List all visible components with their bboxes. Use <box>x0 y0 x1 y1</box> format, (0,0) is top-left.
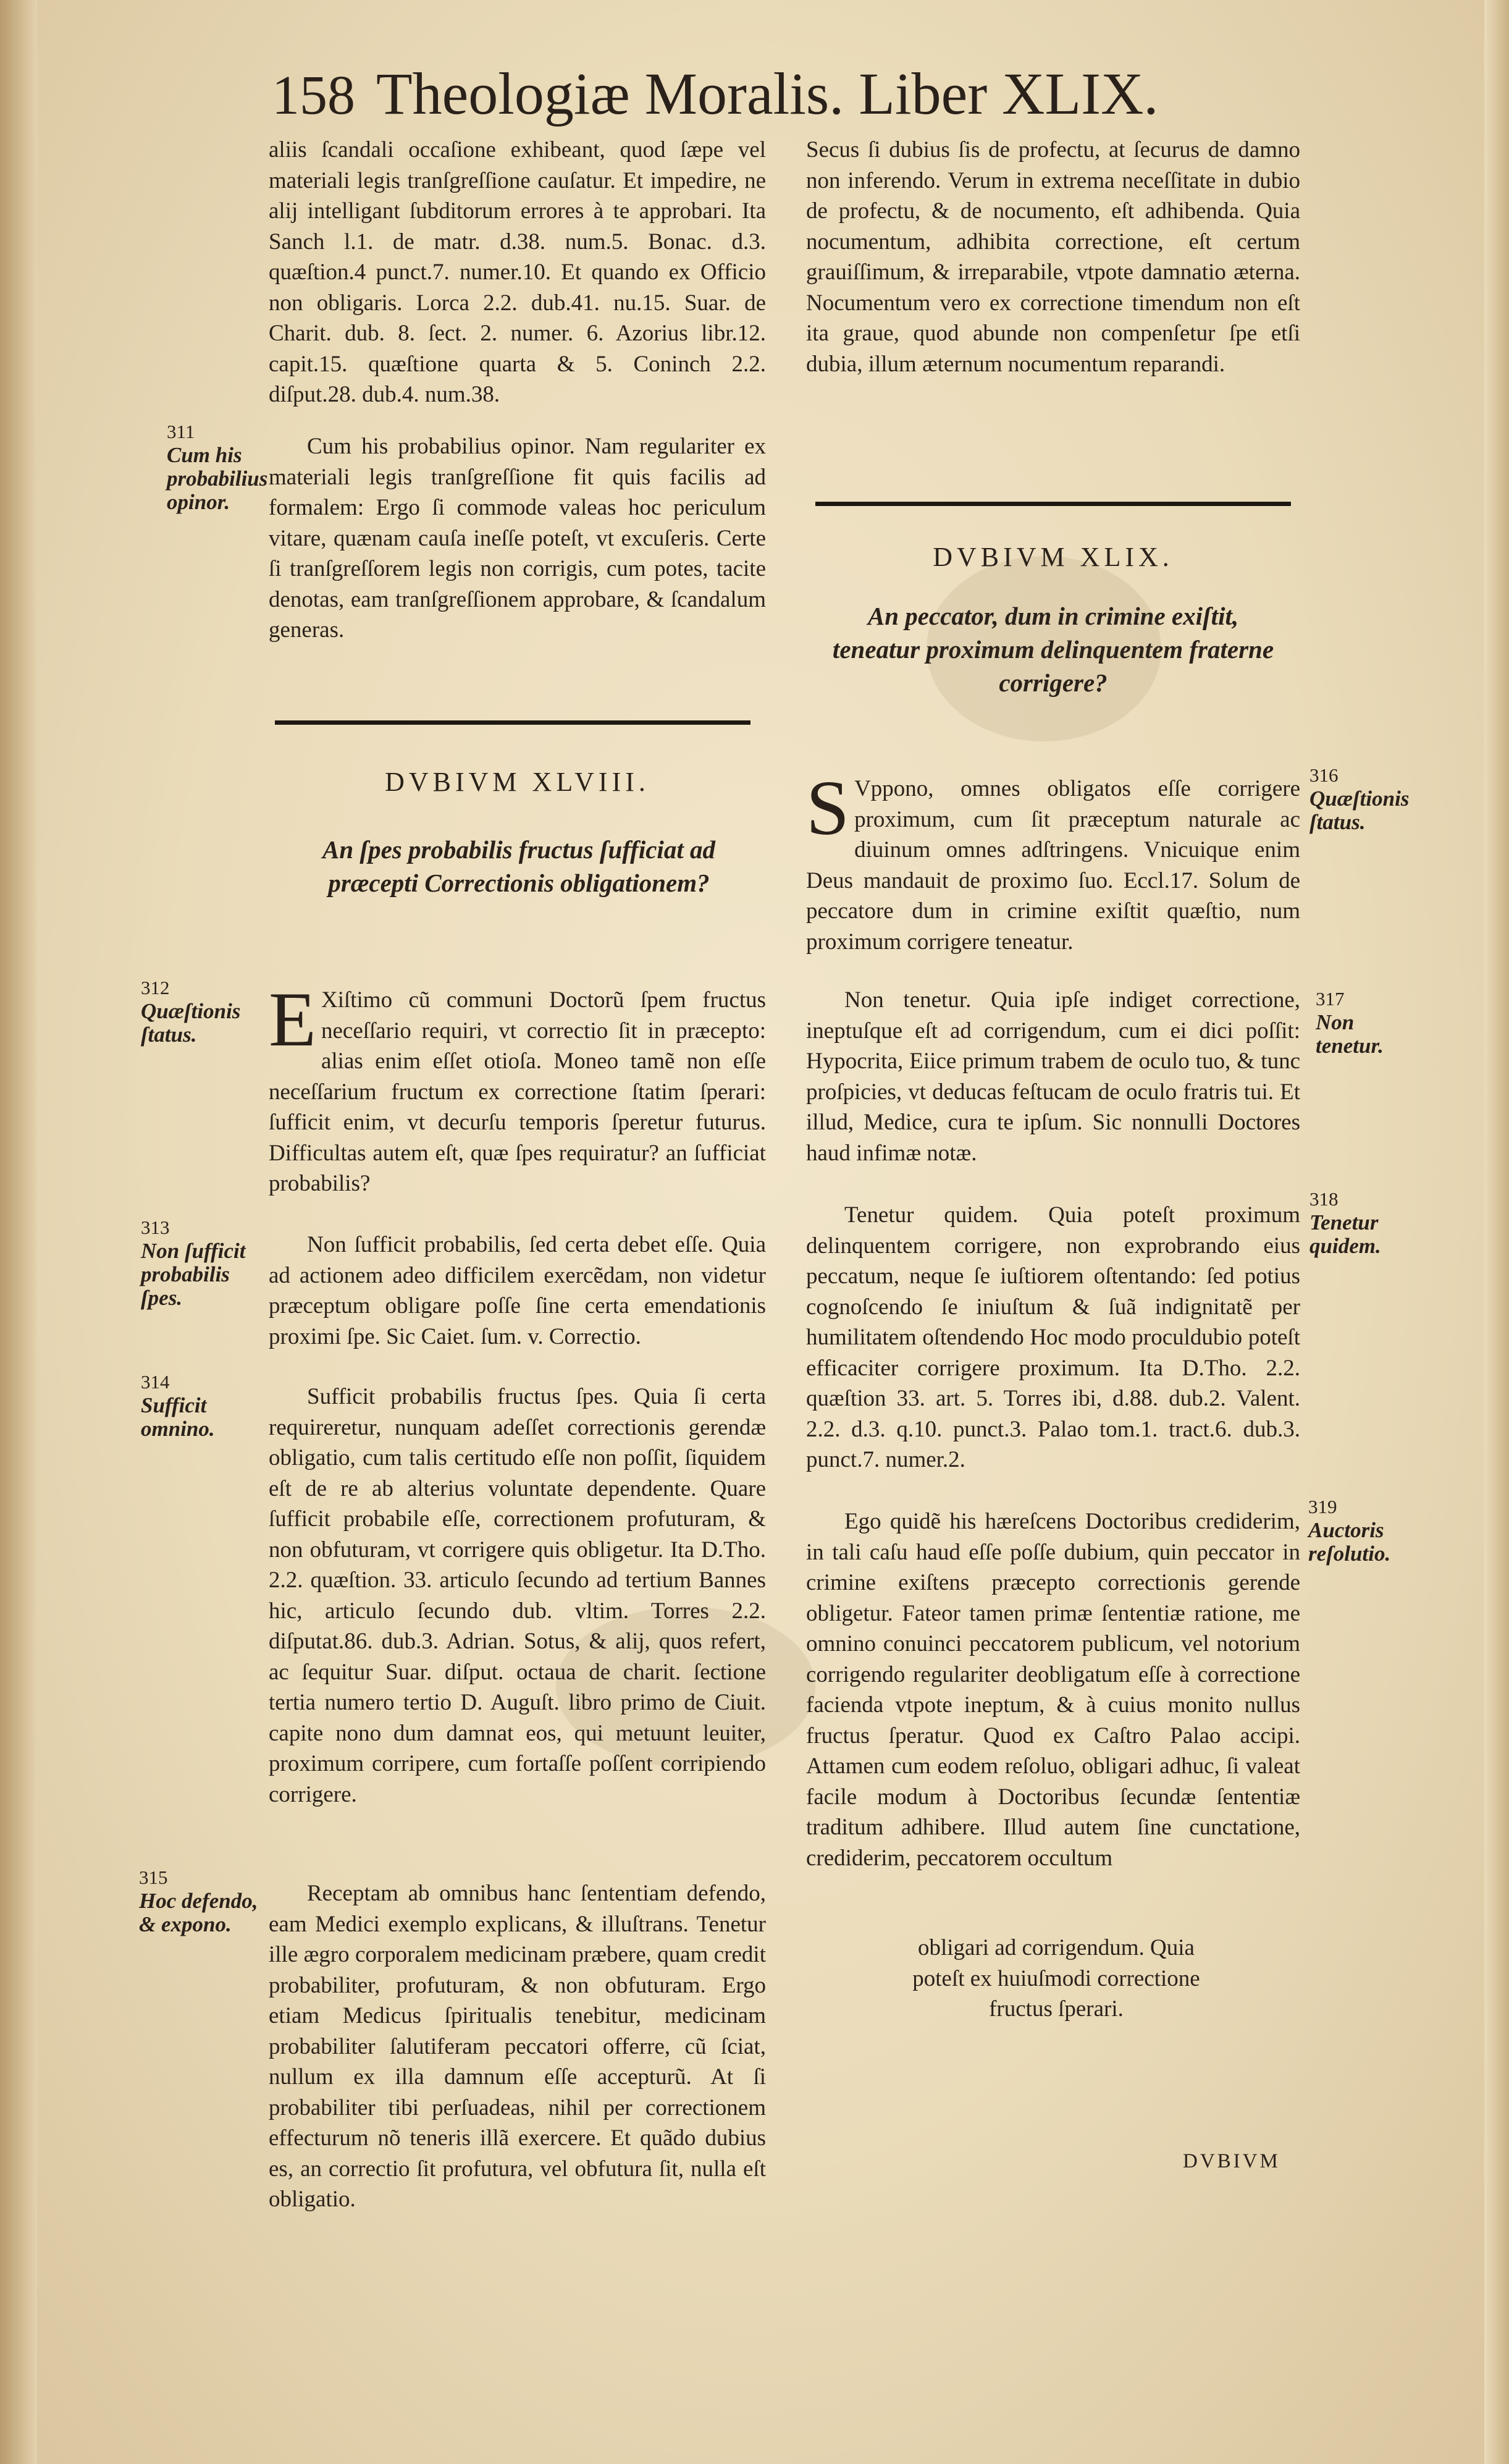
margin-note-312 <box>141 976 264 1047</box>
paragraph-311 <box>269 431 766 646</box>
dubium-48-question: An ſpes probabilis fructus ſufficiat ad præcepti Correctionis obligationem? <box>322 835 715 897</box>
margin-note-text: Non tenetur. <box>1316 1010 1384 1058</box>
paragraph-315 <box>269 1878 766 2215</box>
section-divider <box>815 502 1291 506</box>
margin-note-text: Non ſufficit probabilis ſpes. <box>141 1239 246 1310</box>
margin-number: 313 <box>141 1217 170 1238</box>
running-title: Theologiæ Moralis. Liber XLIX. <box>376 61 1159 127</box>
paragraph: Ego quidẽ his hæreſcens Doctoribus crediderim, in tali caſu haud eſſe poſſe dubium, quin peccator in crimine exiſtens præcepto correctionis gerende obligetur. Fateor tamen primæ ſententiæ ratione, me omnino conuinci peccatorem publicum, vel notorium corrigendo regulariter deobligatum eſſe à correctione facienda vtpote ineptum, & à cuius monito nullus fructus ſperatur. Quod ex Caſtro Palao accipi. Attamen cum eodem reſoluo, obligari adhuc, ſi valeat facile modum à Doctoribus ſecundæ ſententiæ traditum adhibere. Illud autem ſine cunctatione, crediderim, peccatorem occultum <box>806 1509 1300 1871</box>
page-number: 158 <box>272 65 355 126</box>
page-gutter-shadow <box>0 0 37 2464</box>
right-column-top-text <box>806 135 1300 379</box>
paragraph: Non tenetur. Quia ipſe indiget correctione, ineptuſque eſt ad corrigendum, cum ei dici poſſit: Hypocrita, Eiice primum trabem de oculo tuo, & tunc proſpicies, vt deducas feſtucam de oculo fratris tui. Et illud, Medice, cura te ipſum. Sic nonnulli Doctores haud infimæ notæ. <box>806 987 1300 1166</box>
margin-note-text: Sufficit omnino. <box>141 1393 215 1441</box>
margin-note-311 <box>167 420 266 514</box>
catchword: DVBIVM <box>1183 2150 1280 2172</box>
margin-note-text: Quæſtionis ſtatus. <box>141 999 241 1047</box>
paragraph-314 <box>269 1382 766 1810</box>
paragraph-312 <box>269 977 766 1199</box>
margin-note-319 <box>1308 1495 1426 1566</box>
page-edge-shadow <box>1484 0 1509 2464</box>
paragraph: Receptam ab omnibus hanc ſententiam defendo, eam Medici exemplo explicans, & illuſtrans. Tenetur ille ægro corporalem medicinam præbere, quam credit probabiliter, profuturam, & non obfuturam. Ergo etiam Medicus ſpiritualis tenebitur, medicinam probabiliter ſalutiferam peccatori offerre, cũ ſciat, nullum ex illa damnum eſſe accepturũ. At ſi probabiliter tibi perſuadeas, nihil per correctionem effecturum nõ teneris illã exercere. Et quãdo dubius es, an correctio ſit profutura, vel obfutura ſit, nulla eſt obligatio. <box>269 1881 766 2212</box>
dubium-49-title: DVBIVM XLIX. <box>933 542 1174 572</box>
margin-number: 311 <box>167 421 195 442</box>
paragraph-text: Xiſtimo cũ communi Doctorũ ſpem fructus neceſſario requiri, vt correctio ſit in præcepto: alias enim eſſet otioſa. Moneo tamẽ non eſſe neceſſarium fructum ex correctione ſtatim ſperari: ſufficit enim, vt decurſu temporis ſperetur futurus. Difficultas autem eſt, quæ ſpes requiratur? an ſufficiat probabilis? <box>269 987 766 1196</box>
paragraph: aliis ſcandali occaſione exhibeant, quod ſæpe vel materiali legis tranſgreſſione cauſatur. Et impedire, ne alij intelligant ſubditorum errores à te approbari. Ita Sanch l.1. de matr. d.38. num.5. Bonac. d.3. quæſtion.4 punct.7. numer.10. Et quando ex Officio non obligaris. Lorca 2.2. dub.41. nu.15. Suar. de Charit. dub. 8. ſect. 2. numer. 6. Azorius libr.12. capit.15. quæſtione quarta & 5. Coninch 2.2. diſput.28. dub.4. num.38. <box>269 137 766 407</box>
margin-note-316 <box>1309 764 1421 834</box>
section-divider <box>275 720 750 725</box>
paragraph-text: Vppono, omnes obligatos eſſe corrigere proximum, cum ſit præceptum naturale ac diuinum omnes adſtringens. Vnicuique enim Deus mandauit de proximo ſuo. Eccl.17. Solum de peccatore dum in crimine exiſtit quæſtio, num proximum corrigere teneatur. <box>806 776 1300 955</box>
paragraph-318 <box>806 1200 1300 1475</box>
margin-number: 314 <box>141 1371 170 1393</box>
margin-number: 315 <box>139 1867 168 1888</box>
paragraph-319 <box>806 1506 1300 1873</box>
paragraph: Tenetur quidem. Quia poteſt proximum delinquentem corrigere, non exprobrando eius peccatum, neque ſe iuſtiorem oſtentando: ſed potius cognoſcendo ſe iniuſtum & ſuã indignitatẽ per humilitatem oſtendendo Hoc modo proculdubio poteſt efficaciter corrigere proximum. Ita D.Tho. 2.2. quæſtion 33. art. 5. Torres ibi, d.88. dub.2. Valent. 2.2. d.3. q.10. punct.3. Palao tom.1. tract.6. dub.3. punct.7. numer.2. <box>806 1202 1300 1472</box>
drop-cap: S <box>806 766 850 851</box>
margin-number: 317 <box>1316 988 1345 1010</box>
margin-note-318 <box>1309 1188 1421 1258</box>
dubium-48-title: DVBIVM XLVIII. <box>385 767 650 797</box>
margin-number: 316 <box>1309 764 1339 786</box>
paragraph: Sufficit probabilis fructus ſpes. Quia ſi certa requireretur, nunquam adeſſet correctionis gerendæ obligatio, cum talis certitudo eſſe non poſſit, ſiquidem eſt de re ab alterius voluntate dependente. Quare ſufficit probabile eſſe, correctionem profuturam, & non obfuturam, vt corrigere quis obligetur. Ita D.Tho. 2.2. quæſtion. 33. articulo ſecundo ad tertium Bannes hic, articulo ſecundo dub. vltim. Torres 2.2. diſputat.86. dub.3. Adrian. Sotus, & alij, quos refert, ac ſequitur Suar. diſput. octaua de charit. ſectione tertia numero tertio D. Auguſt. libro primo de Ciuit. capite nono dum damnat eos, qui metuunt leuiter, proximum corripere, cum fortaſſe poſſent corripiendo corrigere. <box>269 1384 766 1807</box>
margin-note-314 <box>141 1370 264 1441</box>
margin-note-317 <box>1316 987 1427 1058</box>
margin-note-text: Tenetur quidem. <box>1309 1210 1381 1258</box>
paragraph-313 <box>269 1230 766 1352</box>
paragraph: Non ſufficit probabilis, ſed certa debet eſſe. Quia ad actionem adeo difficilem exercẽdam, non videtur præceptum obligare poſſe ſine certa emendationis proximi ſpe. Sic Caiet. ſum. v. Correctio. <box>269 1232 766 1349</box>
drop-cap: E <box>269 977 316 1063</box>
margin-note-text: Auctoris reſolutio. <box>1308 1518 1391 1566</box>
running-header <box>272 57 1260 131</box>
margin-number: 312 <box>141 977 170 998</box>
paragraph: Secus ſi dubius ſis de profectu, at ſecurus de damno non inferendo. Verum in extrema neceſſitate in dubio de profectu, & de nocumento, eſt adhibenda. Quia nocumentum, adhibita correctione, eſt certum grauiſſimum, & irreparabile, vtpote damnatio æterna. Nocumentum vero ex correctione timendum non eſt ita graue, quod abunde non compenſetur ſpe etſi dubia, illum æternum nocumentum reparandi. <box>806 137 1300 377</box>
margin-note-text: Quæſtionis ſtatus. <box>1309 787 1410 834</box>
margin-number: 318 <box>1309 1188 1339 1210</box>
paragraph-317 <box>806 985 1300 1168</box>
paragraph-316 <box>806 766 1300 957</box>
margin-number: 319 <box>1308 1496 1337 1517</box>
paragraph: obligari ad corrigendum. Quia poteſt ex huiuſmodi correctione fructus ſperari. <box>912 1935 1200 2022</box>
margin-note-313 <box>141 1216 264 1310</box>
paragraph: Cum his probabilius opinor. Nam regulariter ex materiali legis tranſgreſſione fit quis facilis ad formalem: Ergo ſi commode valeas hoc periculum vitare, quænam cauſa ineſſe poteſt, vt excuſeris. Certe ſi tranſgreſſorem legis non corrigis, cum potes, tacite denotas, eam tranſgreſſionem approbare, & ſcandalum generas. <box>269 434 766 643</box>
paragraph-319-tail <box>896 1933 1217 2025</box>
left-column-top-text <box>269 135 766 410</box>
margin-note-text: Hoc defendo, & expono. <box>139 1889 258 1936</box>
margin-note-315 <box>139 1866 263 1936</box>
dubium-49-question: An peccator, dum in crimine exiſtit, teneatur proximum delinquentem fraterne corrigere? <box>832 602 1274 697</box>
margin-note-text: Cum his probabilius opinor. <box>167 443 268 514</box>
